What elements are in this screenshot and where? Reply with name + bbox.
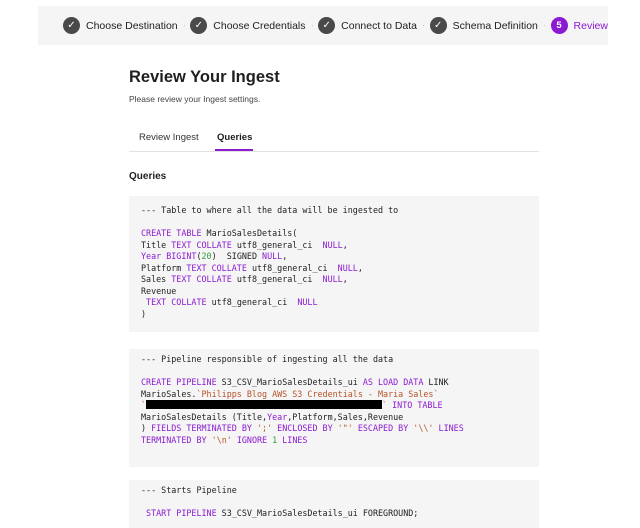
sql-text: Revenue xyxy=(141,285,177,296)
sql-keyword: CREATE PIPELINE xyxy=(141,377,217,387)
sql-text: ) xyxy=(141,308,147,319)
sql-string: `Philipps Blog AWS S3 Credentials - Maria Sales` xyxy=(196,388,439,399)
check-icon: ✓ xyxy=(430,17,447,34)
sql-text: utf8_general_ci xyxy=(246,262,338,273)
sql-text: , xyxy=(357,262,363,273)
sql-keyword: INTO TABLE xyxy=(392,400,443,410)
sql-keyword: FIELDS TERMINATED BY xyxy=(151,423,252,433)
step-label: Connect to Data xyxy=(341,19,418,32)
step-label: Schema Definition xyxy=(452,19,538,32)
check-icon: ✓ xyxy=(63,17,80,34)
sql-keyword: NULL xyxy=(337,262,358,273)
sql-text: utf8_general_ci xyxy=(231,239,323,250)
sql-keyword: IGNORE xyxy=(236,434,268,445)
sql-text: S3_CSV_MarioSalesDetails_ui xyxy=(216,377,363,387)
active-tab-indicator xyxy=(215,149,253,151)
step-label: Choose Credentials xyxy=(213,19,306,32)
sql-text: Title xyxy=(141,239,172,250)
wizard-stepper xyxy=(38,6,608,45)
sql-keyword: CREATE TABLE xyxy=(141,228,202,238)
step-connector xyxy=(312,25,313,26)
sql-keyword: ESCAPED BY xyxy=(357,423,409,433)
code-comment: --- Pipeline responsible of ingesting all the data xyxy=(141,354,394,364)
step-review[interactable] xyxy=(551,17,608,34)
sql-keyword: TEXT COLLATE xyxy=(171,274,232,284)
sql-text: , xyxy=(282,251,288,261)
sql-keyword: START PIPELINE xyxy=(146,508,217,518)
step-connect-to-data[interactable] xyxy=(318,17,417,34)
step-choose-credentials[interactable] xyxy=(190,17,305,34)
page-subtitle: Please review your Ingest settings. xyxy=(129,94,261,104)
sql-string: ';' xyxy=(251,423,278,433)
sql-string: '"' xyxy=(332,423,358,433)
tab-queries[interactable]: Queries xyxy=(217,132,253,143)
code-comment: --- Starts Pipeline xyxy=(141,485,237,495)
sql-keyword: AS LOAD DATA xyxy=(362,377,424,387)
sql-keyword: LINES xyxy=(282,434,308,445)
pipeline-query-code-block xyxy=(129,349,539,467)
step-label: Review xyxy=(573,19,608,32)
section-title: Queries xyxy=(129,171,167,182)
sql-number: 20 xyxy=(201,251,212,261)
step-label: Choose Destination xyxy=(86,19,178,32)
tab-review-ingest[interactable]: Review Ingest xyxy=(139,132,199,143)
sql-string: ` xyxy=(141,400,147,410)
sql-string: ` xyxy=(382,400,393,410)
sql-keyword: ENCLOSED BY xyxy=(277,423,333,433)
sql-text: ) SIGNED xyxy=(211,251,263,261)
code-comment: --- Table to where all the data will be ingested to xyxy=(141,205,399,215)
sql-keyword: TEXT COLLATE xyxy=(186,262,247,273)
sql-text: Platform xyxy=(141,262,187,273)
step-number-badge: 5 xyxy=(551,17,568,34)
step-connector xyxy=(544,25,545,26)
sql-string: '\\' xyxy=(408,423,439,433)
sql-keyword: TEXT COLLATE xyxy=(171,239,232,250)
sql-string: '\n' xyxy=(206,434,237,445)
sql-text: ,Platform,Sales,Revenue xyxy=(287,411,404,422)
sql-text: ( xyxy=(196,251,202,261)
sql-keyword: Year xyxy=(267,411,288,422)
sql-keyword: NULL xyxy=(262,251,283,261)
sql-text: MarioSalesDetails (Title, xyxy=(141,411,268,422)
sql-text: utf8_general_ci xyxy=(231,274,323,284)
sql-text: , xyxy=(342,274,348,284)
sql-text: MarioSalesDetails( xyxy=(201,228,298,238)
step-choose-destination[interactable] xyxy=(63,17,178,34)
sql-text: S3_CSV_MarioSalesDetails_ui FOREGROUND; xyxy=(216,508,419,518)
sql-text: Sales xyxy=(141,274,172,284)
step-schema-definition[interactable] xyxy=(430,17,538,34)
start-pipeline-code-block xyxy=(129,480,539,528)
sql-keyword: NULL xyxy=(322,274,343,284)
sql-text: MarioSales. xyxy=(141,388,197,399)
page-title: Review Your Ingest xyxy=(129,68,280,86)
sql-text: , xyxy=(342,239,348,250)
tab-bar xyxy=(129,129,539,152)
table-query-code-block xyxy=(129,196,539,332)
step-connector xyxy=(184,25,185,26)
sql-keyword: Year BIGINT xyxy=(141,251,197,261)
check-icon: ✓ xyxy=(190,17,207,34)
sql-keyword: NULL xyxy=(322,239,343,250)
sql-number: 1 xyxy=(267,434,283,445)
sql-keyword: TERMINATED BY xyxy=(141,434,207,445)
check-icon: ✓ xyxy=(318,17,335,34)
sql-text: LINK xyxy=(423,377,449,387)
redacted-bucket-path xyxy=(146,400,382,409)
sql-keyword: NULL xyxy=(297,297,318,307)
sql-text: utf8_general_ci xyxy=(206,297,298,307)
sql-keyword: TEXT COLLATE xyxy=(146,297,207,307)
sql-text: ) xyxy=(141,423,152,433)
sql-keyword: LINES xyxy=(438,423,464,433)
step-connector xyxy=(423,25,424,26)
